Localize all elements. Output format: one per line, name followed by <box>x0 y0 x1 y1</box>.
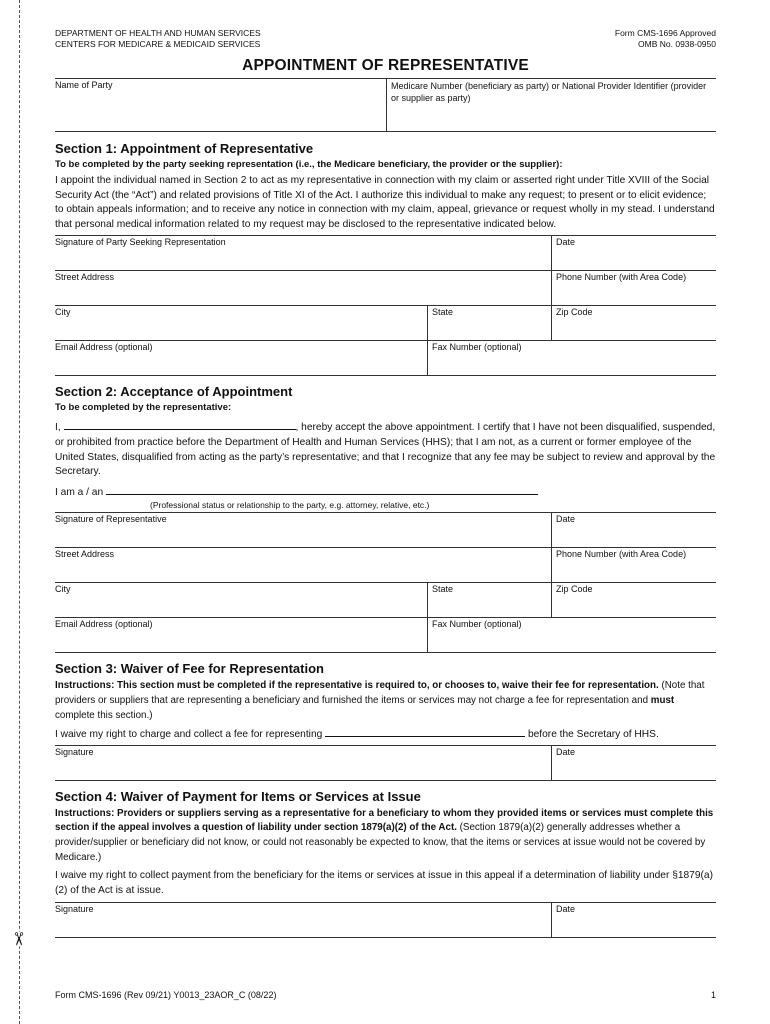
section-4-instructions <box>55 807 716 865</box>
s2-accept-text: , hereby accept the above appointment. I certify that I have not been disqualified, suspended, or prohibited from practice before the Department of Health and Human Services (HHS); that I am not, as a current or former employee of the United States, disqualified from acting as the party’s representative; and that I recognize that any fee may be subject to review and approval by the Secretary. <box>55 422 716 478</box>
s1-phone-field[interactable]: Phone Number (with Area Code) <box>551 271 716 305</box>
section-1-text: I appoint the individual named in Section 2 to act as my representative in connection with my claim or asserted right under Title XVIII of the Social Security Act (the “Act”) and related provisions of Title XI of the Act. I authorize this individual to make any request; to present or to elicit evidence; to obtain appeals information; and to receive any notice in connection with my claim, appeal, grievance or request wholly in my stead. I understand that personal medical information related to my request may be disclosed to the representative indicated below. <box>55 175 715 230</box>
s4-date-field[interactable]: Date <box>551 903 716 937</box>
s1-state-field[interactable]: State <box>427 306 551 340</box>
s2-street-field[interactable]: Street Address <box>55 549 115 560</box>
s2-city-field[interactable]: City <box>55 584 71 595</box>
omb-number: OMB No. 0938-0950 <box>638 39 716 49</box>
name-of-party-field[interactable]: Name of Party <box>55 80 113 90</box>
section-1 <box>55 141 716 376</box>
form-header <box>55 28 716 50</box>
s1-email-field[interactable]: Email Address (optional) <box>55 342 153 353</box>
form-footer <box>55 990 716 1000</box>
s2-i: I, <box>55 422 61 434</box>
section-3-heading: Section 3: Waiver of Fee for Representation <box>55 661 324 677</box>
s2-date-field[interactable]: Date <box>551 513 716 547</box>
s1-city-field[interactable]: City <box>55 307 71 318</box>
s3-signature-field[interactable]: Signature <box>55 746 94 757</box>
s2-professional-status-field[interactable] <box>106 484 538 495</box>
s2-state-field[interactable]: State <box>427 583 551 617</box>
form-title: APPOINTMENT OF REPRESENTATIVE <box>242 57 529 74</box>
s3-waive-start: I waive my right to charge and collect a fee for representing <box>55 729 323 741</box>
section-2-text <box>55 419 716 479</box>
s1-signature-field[interactable]: Signature of Party Seeking Representation <box>55 237 226 248</box>
s2-phone-field[interactable]: Phone Number (with Area Code) <box>551 548 716 582</box>
form-page <box>55 28 716 938</box>
section-2-heading: Section 2: Acceptance of Appointment <box>55 384 293 400</box>
party-info-row <box>55 78 716 132</box>
scissors-icon: ✂ <box>8 931 29 947</box>
s1-zip-field[interactable]: Zip Code <box>551 306 716 340</box>
s2-zip-field[interactable]: Zip Code <box>551 583 716 617</box>
s2-iam-label: I am a / an <box>55 486 104 498</box>
s2-email-field[interactable]: Email Address (optional) <box>55 619 153 630</box>
s3-waiver-line <box>55 726 716 743</box>
section-3 <box>55 661 716 780</box>
section-2-subheading: To be completed by the representative: <box>55 402 232 414</box>
s3-waive-end: before the Secretary of HHS. <box>527 729 659 741</box>
form-approved: Form CMS-1696 Approved <box>614 28 716 38</box>
s1-street-field[interactable]: Street Address <box>55 272 115 283</box>
s2-representative-name-field[interactable] <box>64 419 296 430</box>
s4-waiver-text: I waive my right to collect payment from the beneficiary for the items or services at issue in this appeal if a determination of liability under §1879(a)(2) of the Act is at issue. <box>55 870 713 896</box>
s3-instr-end: complete this section.) <box>55 709 153 721</box>
section-4-heading: Section 4: Waiver of Payment for Items or Services at Issue <box>55 788 421 804</box>
section-1-heading: Section 1: Appointment of Representative <box>55 141 314 156</box>
cut-line <box>19 0 20 1024</box>
s1-date-field[interactable]: Date <box>551 236 716 270</box>
s3-party-name-field[interactable] <box>325 726 525 737</box>
s4-signature-field[interactable]: Signature <box>55 904 94 915</box>
s3-instr-must: must <box>650 694 675 706</box>
s2-fax-field[interactable]: Fax Number (optional) <box>427 618 716 652</box>
s3-date-field[interactable]: Date <box>551 746 716 780</box>
s3-instr-normal: (Note that providers or suppliers that are representing a beneficiary and furnished the items or services may not charge a fee for representation and <box>55 680 705 706</box>
s4-instr-normal: (Section 1879(a)(2) generally addresses whether a provider/supplier or beneficiary did not know, or could not reasonably be expected to know, that the items or services at issue would not be covered by Medicare.) <box>55 822 706 863</box>
s2-iam-line <box>55 484 716 501</box>
s2-iam-hint: (Professional status or relationship to the party, e.g. attorney, relative, etc.) <box>150 500 430 511</box>
s1-fax-field[interactable]: Fax Number (optional) <box>427 341 716 375</box>
s4-instr-bold: Instructions: Providers or suppliers serving as a representative for a beneficiary to whom they provided items or services must complete this section if the appeal involves a question of liability under section 1879(a)(2) of the Act. <box>55 807 714 834</box>
s2-signature-field[interactable]: Signature of Representative <box>55 514 167 525</box>
section-1-subheading: To be completed by the party seeking representation (i.e., the Medicare beneficiary, the provider or the supplier): <box>55 159 563 170</box>
section-2 <box>55 384 716 653</box>
section-4 <box>55 789 716 939</box>
section-3-instructions <box>55 679 716 723</box>
medicare-number-field[interactable]: Medicare Number (beneficiary as party) or National Provider Identifier (provider or supplier as party) <box>386 79 716 131</box>
footer-form-id: Form CMS-1696 (Rev 09/21) Y0013_23AOR_C (08/22) <box>55 990 277 1000</box>
dept-line1: DEPARTMENT OF HEALTH AND HUMAN SERVICES <box>55 28 261 38</box>
page-number: 1 <box>710 990 716 1000</box>
dept-line2: CENTERS FOR MEDICARE & MEDICAID SERVICES <box>55 39 261 49</box>
s3-instr-bold: Instructions: This section must be completed if the representative is required to, or chooses to, waive their fee for representation. <box>55 680 659 692</box>
